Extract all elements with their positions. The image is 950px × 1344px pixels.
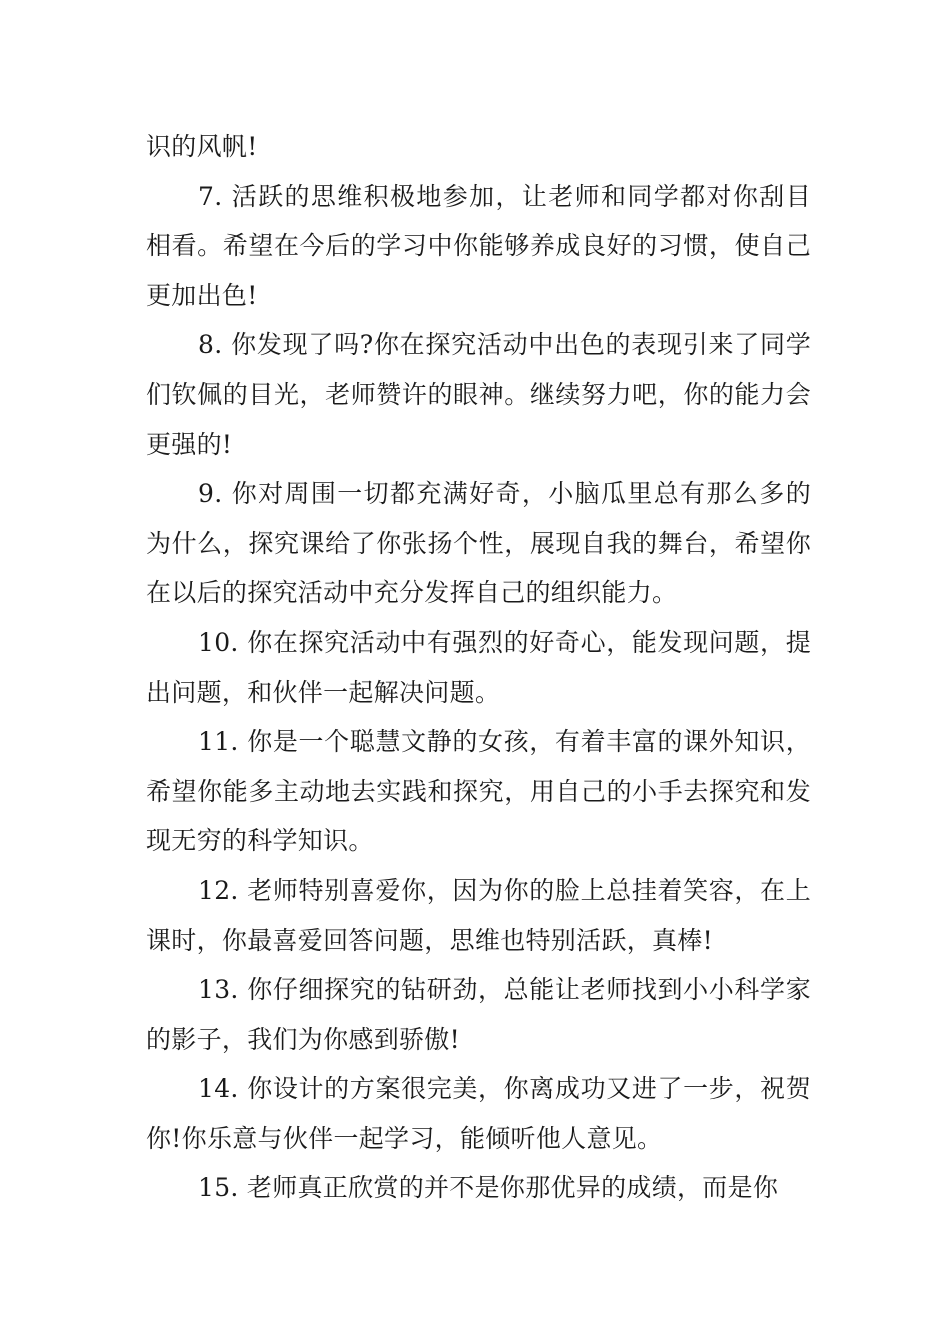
- paragraph-comment-12: 12. 老师特别喜爱你，因为你的脸上总挂着笑容，在上课时，你最喜爱回答问题，思维也特别活跃，真棒!: [146, 875, 811, 955]
- document-body: [146, 122, 811, 1213]
- paragraph-comment-11: 11. 你是一个聪慧文静的女孩，有着丰富的课外知识，希望你能多主动地去实践和探究，用自己的小手去探究和发现无穷的科学知识。: [146, 727, 811, 856]
- paragraph-comment-15: 15. 老师真正欣赏的并不是你那优异的成绩，而是你: [198, 1173, 779, 1203]
- paragraph-comment-13: 13. 你仔细探究的钻研劲，总能让老师找到小小科学家的影子，我们为你感到骄傲!: [146, 975, 811, 1054]
- paragraph-continuation: 识的风帆!: [146, 132, 258, 161]
- paragraph-comment-14: 14. 你设计的方案很完美，你离成功又进了一步，祝贺你!你乐意与伙伴一起学习，能倾听他人意见。: [146, 1074, 811, 1153]
- paragraph-comment-10: 10. 你在探究活动中有强烈的好奇心，能发现问题，提出问题，和伙伴一起解决问题。: [146, 627, 811, 707]
- paragraph-comment-7: 7. 活跃的思维积极地参加，让老师和同学都对你刮目相看。希望在今后的学习中你能够养成良好的习惯，使自己更加出色!: [146, 181, 811, 310]
- paragraph-comment-9: 9. 你对周围一切都充满好奇，小脑瓜里总有那么多的为什么，探究课给了你张扬个性，展现自我的舞台，希望你在以后的探究活动中充分发挥自己的组织能力。: [146, 479, 811, 608]
- paragraph-comment-8: 8. 你发现了吗?你在探究活动中出色的表现引来了同学们钦佩的目光，老师赞许的眼神。继续努力吧，你的能力会更强的!: [146, 330, 811, 459]
